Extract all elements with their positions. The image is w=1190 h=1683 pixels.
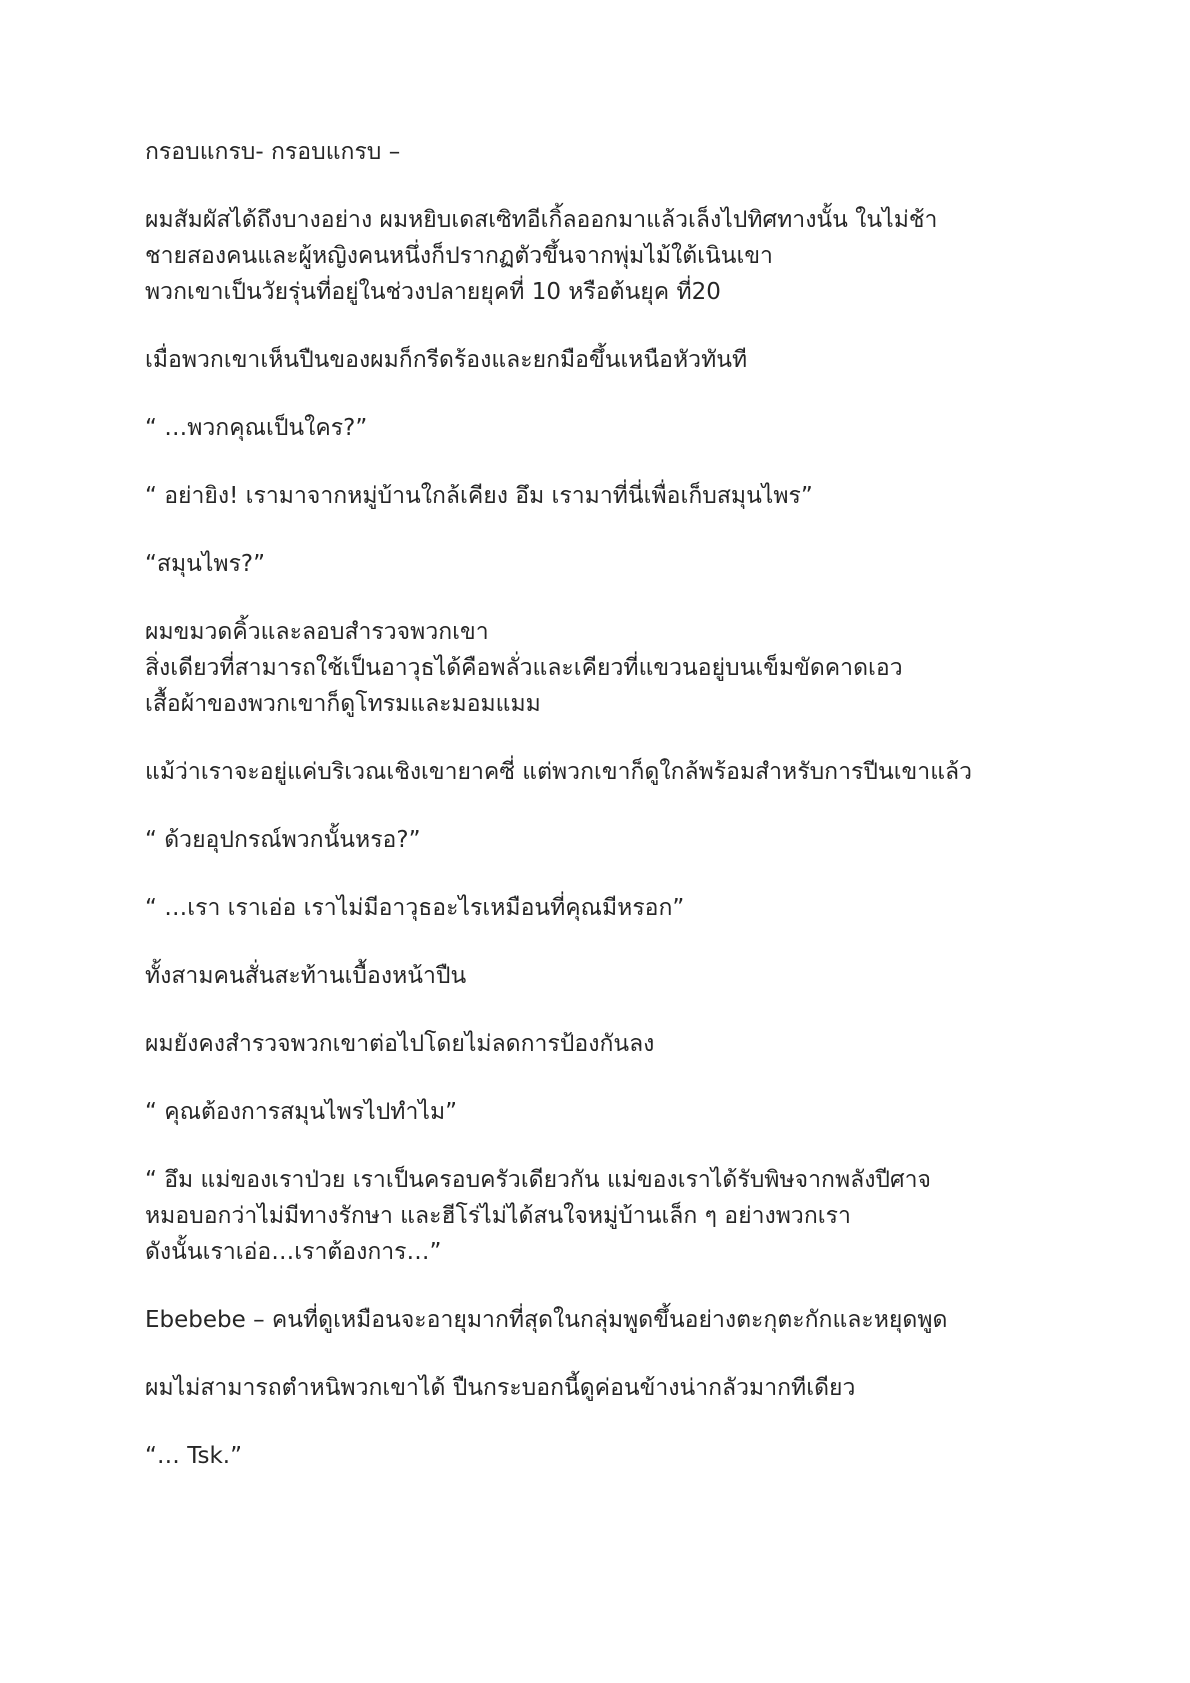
text-line: พวกเขาเป็นวัยรุ่นที่อยู่ในช่วงปลายยุคที่ 10 หรือต้นยุค ที่20	[145, 279, 721, 305]
paragraph-stutter	[145, 1302, 1045, 1338]
paragraph-mountain	[145, 754, 1045, 790]
text-line: แม้ว่าเราจะอยู่แค่บริเวณเชิงเขายาคซี่ แต่พวกเขาก็ดูใกล้พร้อมสำหรับการปีนเขาแล้ว	[145, 759, 973, 785]
text-line: “ ด้วยอุปกรณ์พวกนั้นหรอ?”	[145, 827, 421, 853]
text-line: ดังนั้นเราเอ่อ…เราต้องการ…”	[145, 1239, 442, 1265]
text-line: ผมยังคงสำรวจพวกเขาต่อไปโดยไม่ลดการป้องกันลง	[145, 1031, 655, 1057]
document-body	[145, 134, 1045, 1474]
dialogue-line	[145, 1094, 1045, 1130]
text-line: “ อย่ายิง! เรามาจากหมู่บ้านใกล้เคียง อึม เรามาที่นี่เพื่อเก็บสมุนไพร”	[145, 483, 813, 509]
text-line: กรอบแกรบ- กรอบแกรบ –	[145, 139, 401, 165]
dialogue-line	[145, 890, 1045, 926]
dialogue-line	[145, 822, 1045, 858]
text-line: Ebebebe – คนที่ดูเหมือนจะอายุมากที่สุดในกลุ่มพูดขึ้นอย่างตะกุตะกักและหยุดพูด	[145, 1307, 948, 1333]
text-line: เมื่อพวกเขาเห็นปืนของผมก็กรีดร้องและยกมือขึ้นเหนือหัวทันที	[145, 347, 748, 373]
paragraph-inspection	[145, 614, 1045, 722]
text-line: สิ่งเดียวที่สามารถใช้เป็นอาวุธได้คือพลั่วและเคียวที่แขวนอยู่บนเข็มขัดคาดเอว	[145, 655, 903, 681]
text-line: ผมขมวดคิ้วและลอบสำรวจพวกเขา	[145, 619, 489, 645]
text-line: “ คุณต้องการสมุนไพรไปทำไม”	[145, 1099, 458, 1125]
dialogue-mother	[145, 1162, 1045, 1270]
text-line: “ …เรา เราเอ่อ เราไม่มีอาวุธอะไรเหมือนที่คุณมีหรอก”	[145, 895, 685, 921]
text-line: ทั้งสามคนสั่นสะท้านเบื้องหน้าปืน	[145, 963, 467, 989]
paragraph-encounter	[145, 202, 1045, 310]
paragraph-scream	[145, 342, 1045, 378]
text-line: เสื้อผ้าของพวกเขาก็ดูโทรมและมอมแมม	[145, 691, 541, 717]
text-line: “สมุนไพร?”	[145, 551, 266, 577]
text-line: ผมไม่สามารถตำหนิพวกเขาได้ ปืนกระบอกนี้ดูค่อนข้างน่ากลัวมากทีเดียว	[145, 1375, 856, 1401]
paragraph-sound-effect	[145, 134, 1045, 170]
text-line: “ อึม แม่ของเราป่วย เราเป็นครอบครัวเดียวกัน แม่ของเราได้รับพิษจากพลังปีศาจ	[145, 1167, 932, 1193]
dialogue-line	[145, 546, 1045, 582]
dialogue-line	[145, 478, 1045, 514]
text-line: “ …พวกคุณเป็นใคร?”	[145, 415, 368, 441]
dialogue-line	[145, 410, 1045, 446]
paragraph-trembling	[145, 958, 1045, 994]
paragraph-gun	[145, 1370, 1045, 1406]
text-line: ผมสัมผัสได้ถึงบางอย่าง ผมหยิบเดสเซิทอีเกิ้ลออกมาแล้วเล็งไปทิศทางนั้น ในไม่ช้า	[145, 207, 938, 233]
dialogue-line	[145, 1438, 1045, 1474]
paragraph-guard	[145, 1026, 1045, 1062]
text-line: หมอบอกว่าไม่มีทางรักษา และฮีโร่ไม่ได้สนใจหมู่บ้านเล็ก ๆ อย่างพวกเรา	[145, 1203, 851, 1229]
text-line: ชายสองคนและผู้หญิงคนหนึ่งก็ปรากฏตัวขึ้นจากพุ่มไม้ใต้เนินเขา	[145, 243, 773, 269]
text-line: “… Tsk.”	[145, 1443, 242, 1469]
